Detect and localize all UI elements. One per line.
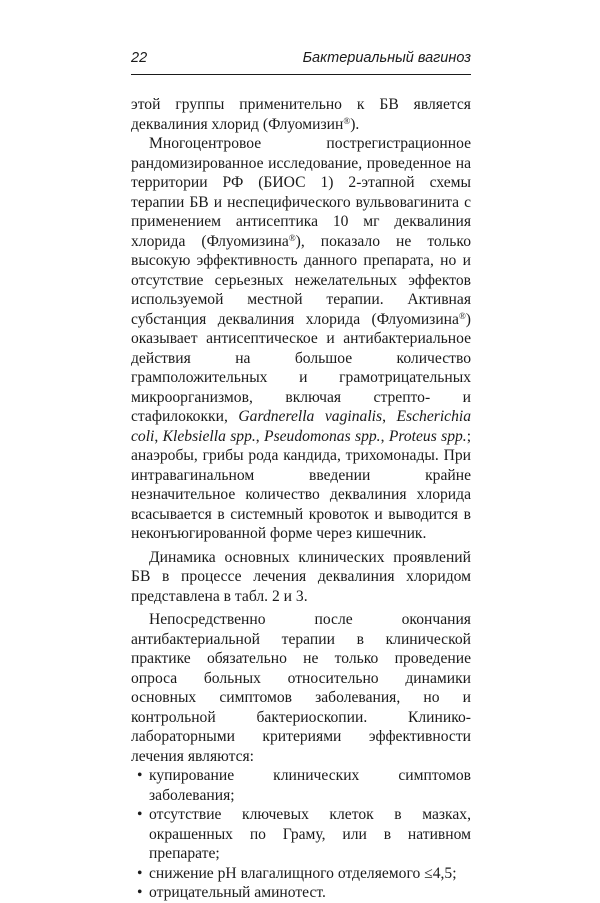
paragraph-1-end: ). [350,115,360,133]
list-item-text: отрицательный аминотест. [149,884,326,901]
paragraph-2-part-c: ) оказывает антисептическое и антибактериальное действия на большое количество грамположительных и грамотрицательных микроорганизмов, включая стрепто- и стафилококки, [131,310,471,425]
bullet: • [137,884,143,901]
registered-mark: ® [288,232,296,243]
page-header [131,50,471,72]
list-item [131,805,471,864]
paragraph-1-text: этой группы применительно к БВ является деквалиния хлорид (Флуомизин [131,96,471,133]
page-number: 22 [131,50,148,66]
list-item-text: отсутствие ключевых клеток в мазках, окрашенных по Граму, или в нативном препарате; [149,806,471,862]
paragraph-2-part-d: ; анаэробы, грибы рода кандида, трихомонады. При интравагинальном введении крайне незначительное количество деквалиния хлорида всасывается в системный кровоток и выводится в неконъюгированной форме через кишечник. [131,427,472,542]
species-proteus: Proteus spp. [388,427,467,445]
list-item-text: снижение pH влагалищного отделяемого ≤4,5; [149,864,457,882]
list-item [131,864,471,884]
list-item [131,766,471,805]
paragraph-3: Динамика основных клинических проявлений БВ в процессе лечения деквалиния хлоридом представлена в табл. 2 и 3. [131,548,471,605]
bullet: • [137,767,143,784]
paragraph-4: Непосредственно после окончания антибактериальной терапии в клинической практике обязательно не только проведение опроса больных относительно динамики основных симптомов заболевания, но и контрольной бактериоскопии. Клинико-лабораторными критериями эффективности лечения являются: [131,611,471,765]
list-item-text: купирование клинических симптомов заболевания; [149,767,471,804]
species-gardnerella: Gardnerella vaginalis [238,408,383,425]
species-pseudomonas: Pseudomonas spp. [264,427,381,445]
running-title: Бактериальный вагиноз [302,50,471,66]
bullet: • [137,864,143,882]
paragraph-2-part-a: Многоцентровое пострегистрационное рандомизированное исследование, проведенное на территории РФ (БИОС 1) 2-этапной схемы терапии БВ и неспецифического вульвовагинита с применением антисептика 10 мг деквалиния хлорида (Флуомизина [131,135,471,250]
species-escherichia: Escherichia coli [131,408,471,445]
bullet: • [137,806,143,823]
paragraph-1 [131,95,471,134]
body-text [131,95,471,903]
list-item [131,883,471,903]
paragraph-2: Многоцентровое пострегистрационное рандомизированное исследование, проведенное на территории РФ (БИОС 1) 2-этапной схемы терапии БВ и неспецифического вульвовагинита с применением антисептика 10 мг деквалиния хлорида (Флуомизина®), показало не только высокую эффективность данного препарата, но и отсутствие серьезных нежелательных эффектов используемой местной терапии. Активная субстанция деквалиния хлорида (Флуомизина®) оказывает антисептическое и антибактериальное действия на большое количество грамположительных и грамотрицательных микроорганизмов, включая стрепто- и стафилококки, Gardnerella vaginalis, Escherichia coli, Klebsiella spp., Pseudomonas spp., Proteus spp.; анаэробы, грибы рода кандида, трихомонады. При интравагинальном введении крайне незначительное количество деквалиния хлорида всасывается в системный кровоток и выводится в неконъюгированной форме через кишечник. [131,135,472,542]
criteria-list [131,766,471,903]
registered-mark: ® [343,115,351,126]
species-klebsiella: Klebsiella spp. [162,427,256,445]
paragraph-2-part-b: ), показало не только высокую эффективность данного препарата, но и отсутствие серьезных нежелательных эффектов используемой местной терапии. Активная субстанция деквалиния хлорида (Флуомизина [131,232,471,328]
registered-mark: ® [458,310,466,321]
header-rule [131,74,471,75]
